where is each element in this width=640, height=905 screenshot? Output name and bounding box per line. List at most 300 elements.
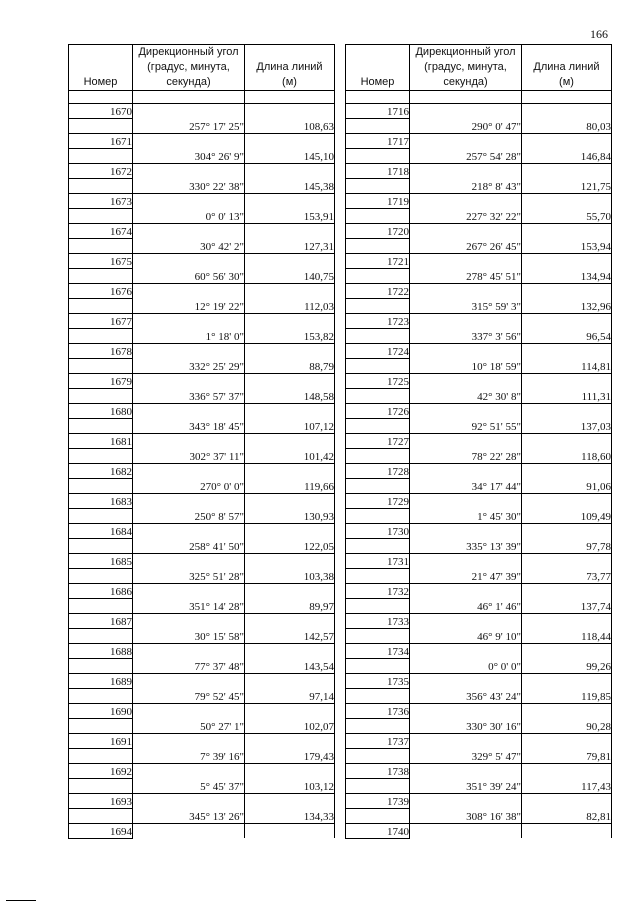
number-spacer [69, 388, 133, 403]
angle-blank [133, 193, 245, 208]
length-blank [245, 613, 335, 628]
point-number: 1685 [69, 553, 133, 568]
line-length: 132,96 [522, 298, 612, 313]
angle-blank [410, 673, 522, 688]
direction-angle: 329° 5' 47" [410, 748, 522, 763]
angle-blank [410, 223, 522, 238]
length-blank [245, 433, 335, 448]
point-number: 1671 [69, 133, 133, 148]
segment-row [69, 748, 335, 763]
length-blank [245, 703, 335, 718]
spacer-cell [69, 90, 133, 103]
length-blank [245, 163, 335, 178]
direction-angle: 227° 32' 22" [410, 208, 522, 223]
segment-row [346, 808, 612, 823]
length-blank [245, 103, 335, 118]
direction-angle: 12° 19' 22" [133, 298, 245, 313]
segment-row [346, 718, 612, 733]
line-length: 108,63 [245, 118, 335, 133]
length-blank [245, 673, 335, 688]
number-spacer [69, 328, 133, 343]
angle-blank [410, 283, 522, 298]
length-blank [245, 733, 335, 748]
number-spacer [346, 448, 410, 463]
line-length: 96,54 [522, 328, 612, 343]
angle-blank [133, 313, 245, 328]
number-spacer [69, 808, 133, 823]
number-spacer [69, 478, 133, 493]
header-length [245, 45, 335, 91]
direction-angle: 30° 15' 58" [133, 628, 245, 643]
point-number: 1716 [346, 103, 410, 118]
direction-angle: 315° 59' 3" [410, 298, 522, 313]
segment-row [346, 448, 612, 463]
direction-angle: 46° 1' 46" [410, 598, 522, 613]
number-spacer [69, 568, 133, 583]
point-row [69, 463, 335, 478]
segment-row [346, 538, 612, 553]
line-length: 143,54 [245, 658, 335, 673]
segment-row [69, 298, 335, 313]
angle-blank [410, 343, 522, 358]
length-blank [522, 253, 612, 268]
angle-blank [410, 133, 522, 148]
angle-blank [410, 793, 522, 808]
point-number: 1679 [69, 373, 133, 388]
number-spacer [346, 298, 410, 313]
point-number: 1691 [69, 733, 133, 748]
length-blank [522, 193, 612, 208]
footer-rule [6, 900, 36, 901]
number-spacer [346, 178, 410, 193]
coordinates-table-right [345, 44, 612, 839]
point-row [346, 223, 612, 238]
point-number: 1725 [346, 373, 410, 388]
number-spacer [69, 268, 133, 283]
length-blank [245, 193, 335, 208]
number-spacer [69, 178, 133, 193]
point-number: 1688 [69, 643, 133, 658]
angle-blank [133, 763, 245, 778]
direction-angle: 0° 0' 0" [410, 658, 522, 673]
point-number: 1677 [69, 313, 133, 328]
direction-angle: 267° 26' 45" [410, 238, 522, 253]
point-number: 1694 [69, 823, 133, 838]
number-spacer [69, 598, 133, 613]
direction-angle: 250° 8' 57" [133, 508, 245, 523]
line-length: 80,03 [522, 118, 612, 133]
segment-row [346, 658, 612, 673]
length-blank [245, 763, 335, 778]
point-row [69, 643, 335, 658]
point-row [69, 343, 335, 358]
line-length: 111,31 [522, 388, 612, 403]
number-spacer [69, 148, 133, 163]
length-blank [522, 133, 612, 148]
segment-row [69, 778, 335, 793]
segment-row [346, 628, 612, 643]
angle-blank [410, 463, 522, 478]
point-row [69, 373, 335, 388]
point-row [69, 523, 335, 538]
segment-row [346, 778, 612, 793]
angle-blank [410, 613, 522, 628]
number-spacer [69, 418, 133, 433]
point-number: 1681 [69, 433, 133, 448]
number-spacer [346, 778, 410, 793]
line-length: 146,84 [522, 148, 612, 163]
length-blank [522, 433, 612, 448]
point-row [69, 583, 335, 598]
point-row [346, 493, 612, 508]
segment-row [346, 268, 612, 283]
header-angle [410, 45, 522, 91]
point-number: 1722 [346, 283, 410, 298]
point-row [69, 253, 335, 268]
point-number: 1739 [346, 793, 410, 808]
spacer-cell [133, 90, 245, 103]
line-length: 89,97 [245, 598, 335, 613]
segment-row [346, 478, 612, 493]
angle-blank [133, 523, 245, 538]
spacer-cell [522, 90, 612, 103]
direction-angle: 1° 45' 30" [410, 508, 522, 523]
header-number: Номер [346, 45, 410, 91]
direction-angle: 351° 39' 24" [410, 778, 522, 793]
spacer-cell [410, 90, 522, 103]
point-number: 1724 [346, 343, 410, 358]
number-spacer [346, 418, 410, 433]
line-length: 179,43 [245, 748, 335, 763]
angle-blank [410, 373, 522, 388]
point-number: 1740 [346, 823, 410, 838]
spacer-cell [245, 90, 335, 103]
point-row [69, 433, 335, 448]
line-length: 73,77 [522, 568, 612, 583]
length-blank [522, 583, 612, 598]
segment-row [69, 388, 335, 403]
point-number: 1678 [69, 343, 133, 358]
length-blank [522, 553, 612, 568]
number-spacer [346, 538, 410, 553]
point-number: 1729 [346, 493, 410, 508]
line-length: 91,06 [522, 478, 612, 493]
point-row [69, 193, 335, 208]
header-length-units: (м) [282, 75, 297, 88]
segment-row [69, 238, 335, 253]
direction-angle: 325° 51' 28" [133, 568, 245, 583]
point-number: 1686 [69, 583, 133, 598]
direction-angle: 351° 14' 28" [133, 598, 245, 613]
point-number: 1673 [69, 193, 133, 208]
line-length: 118,44 [522, 628, 612, 643]
number-spacer [69, 358, 133, 373]
point-row [69, 403, 335, 418]
point-row [69, 133, 335, 148]
length-blank [245, 253, 335, 268]
angle-blank [410, 583, 522, 598]
point-row [346, 103, 612, 118]
length-blank [245, 523, 335, 538]
number-spacer [346, 208, 410, 223]
point-number: 1731 [346, 553, 410, 568]
angle-blank [410, 103, 522, 118]
angle-blank [133, 493, 245, 508]
angle-blank [410, 823, 522, 838]
length-blank [522, 313, 612, 328]
direction-angle: 278° 45' 51" [410, 268, 522, 283]
direction-angle: 46° 9' 10" [410, 628, 522, 643]
direction-angle: 336° 57' 37" [133, 388, 245, 403]
length-blank [522, 283, 612, 298]
point-row [346, 463, 612, 478]
length-blank [245, 313, 335, 328]
angle-blank [133, 733, 245, 748]
line-length: 103,12 [245, 778, 335, 793]
segment-row [346, 568, 612, 583]
number-spacer [346, 478, 410, 493]
angle-blank [133, 103, 245, 118]
point-row [69, 733, 335, 748]
point-row [69, 673, 335, 688]
number-spacer [69, 748, 133, 763]
angle-blank [133, 703, 245, 718]
point-row [346, 643, 612, 658]
point-row [346, 373, 612, 388]
page-number: 166 [590, 27, 608, 41]
point-number: 1693 [69, 793, 133, 808]
point-row [346, 193, 612, 208]
length-blank [522, 733, 612, 748]
number-spacer [346, 238, 410, 253]
point-row [346, 433, 612, 448]
header-number: Номер [69, 45, 133, 91]
length-blank [522, 703, 612, 718]
header-angle [133, 45, 245, 91]
angle-blank [410, 763, 522, 778]
spacer-row [346, 90, 612, 103]
length-blank [522, 403, 612, 418]
number-spacer [69, 688, 133, 703]
number-spacer [69, 448, 133, 463]
number-spacer [69, 538, 133, 553]
number-spacer [69, 238, 133, 253]
angle-blank [133, 823, 245, 838]
segment-row [69, 448, 335, 463]
point-number: 1719 [346, 193, 410, 208]
length-blank [522, 103, 612, 118]
segment-row [69, 628, 335, 643]
angle-blank [133, 253, 245, 268]
segment-row [346, 328, 612, 343]
number-spacer [346, 658, 410, 673]
point-number: 1683 [69, 493, 133, 508]
number-spacer [69, 208, 133, 223]
header-angle-title: Дирекционный угол [415, 46, 516, 58]
number-spacer [69, 298, 133, 313]
length-blank [522, 793, 612, 808]
angle-blank [410, 493, 522, 508]
number-spacer [346, 268, 410, 283]
line-length: 119,85 [522, 688, 612, 703]
length-blank [245, 223, 335, 238]
point-row [69, 163, 335, 178]
direction-angle: 7° 39' 16" [133, 748, 245, 763]
line-length: 153,91 [245, 208, 335, 223]
segment-row [346, 238, 612, 253]
length-blank [522, 823, 612, 838]
number-spacer [346, 358, 410, 373]
line-length: 140,75 [245, 268, 335, 283]
segment-row [346, 358, 612, 373]
line-length: 130,93 [245, 508, 335, 523]
length-blank [522, 763, 612, 778]
point-number: 1689 [69, 673, 133, 688]
direction-angle: 30° 42' 2" [133, 238, 245, 253]
line-length: 101,42 [245, 448, 335, 463]
angle-blank [410, 163, 522, 178]
angle-blank [133, 673, 245, 688]
number-spacer [346, 148, 410, 163]
point-row [346, 793, 612, 808]
point-number: 1728 [346, 463, 410, 478]
point-row [346, 673, 612, 688]
segment-row [69, 148, 335, 163]
point-number: 1674 [69, 223, 133, 238]
angle-blank [410, 253, 522, 268]
segment-row [346, 208, 612, 223]
length-blank [522, 643, 612, 658]
point-row [346, 823, 612, 838]
point-number: 1721 [346, 253, 410, 268]
segment-row [69, 358, 335, 373]
point-row [346, 553, 612, 568]
line-length: 97,14 [245, 688, 335, 703]
angle-blank [133, 403, 245, 418]
point-row [346, 163, 612, 178]
direction-angle: 270° 0' 0" [133, 478, 245, 493]
length-blank [245, 643, 335, 658]
angle-blank [410, 403, 522, 418]
segment-row [346, 418, 612, 433]
segment-row [69, 538, 335, 553]
segment-row [346, 118, 612, 133]
segment-row [69, 598, 335, 613]
point-row [346, 313, 612, 328]
line-length: 145,38 [245, 178, 335, 193]
direction-angle: 258° 41' 50" [133, 538, 245, 553]
segment-row [346, 178, 612, 193]
length-blank [522, 463, 612, 478]
angle-blank [410, 703, 522, 718]
segment-row [69, 208, 335, 223]
angle-blank [133, 553, 245, 568]
angle-blank [133, 283, 245, 298]
point-row [346, 763, 612, 778]
line-length: 79,81 [522, 748, 612, 763]
segment-row [346, 148, 612, 163]
point-number: 1672 [69, 163, 133, 178]
point-number: 1735 [346, 673, 410, 688]
direction-angle: 335° 13' 39" [410, 538, 522, 553]
segment-row [69, 328, 335, 343]
direction-angle: 304° 26' 9" [133, 148, 245, 163]
segment-row [69, 268, 335, 283]
segment-row [69, 418, 335, 433]
line-length: 102,07 [245, 718, 335, 733]
angle-blank [410, 193, 522, 208]
point-row [69, 553, 335, 568]
header-length [522, 45, 612, 91]
number-spacer [346, 388, 410, 403]
segment-row [346, 748, 612, 763]
length-blank [522, 343, 612, 358]
header-angle-title: Дирекционный угол [138, 46, 239, 58]
angle-blank [133, 613, 245, 628]
point-row [346, 343, 612, 358]
point-number: 1676 [69, 283, 133, 298]
direction-angle: 332° 25' 29" [133, 358, 245, 373]
angle-blank [133, 643, 245, 658]
point-number: 1732 [346, 583, 410, 598]
point-row [69, 493, 335, 508]
line-length: 121,75 [522, 178, 612, 193]
point-row [346, 613, 612, 628]
line-length: 134,94 [522, 268, 612, 283]
number-spacer [69, 718, 133, 733]
angle-blank [410, 523, 522, 538]
line-length: 122,05 [245, 538, 335, 553]
point-number: 1690 [69, 703, 133, 718]
angle-blank [133, 793, 245, 808]
segment-row [69, 178, 335, 193]
segment-row [69, 478, 335, 493]
segment-row [69, 118, 335, 133]
angle-blank [133, 373, 245, 388]
length-blank [245, 283, 335, 298]
point-row [346, 733, 612, 748]
direction-angle: 345° 13' 26" [133, 808, 245, 823]
length-blank [522, 523, 612, 538]
point-number: 1726 [346, 403, 410, 418]
segment-row [346, 508, 612, 523]
segment-row [69, 658, 335, 673]
number-spacer [346, 628, 410, 643]
line-length: 112,03 [245, 298, 335, 313]
number-spacer [69, 778, 133, 793]
number-spacer [346, 328, 410, 343]
point-number: 1736 [346, 703, 410, 718]
point-number: 1687 [69, 613, 133, 628]
direction-angle: 356° 43' 24" [410, 688, 522, 703]
length-blank [522, 673, 612, 688]
point-number: 1682 [69, 463, 133, 478]
length-blank [522, 493, 612, 508]
line-length: 90,28 [522, 718, 612, 733]
line-length: 127,31 [245, 238, 335, 253]
direction-angle: 5° 45' 37" [133, 778, 245, 793]
point-row [69, 703, 335, 718]
direction-angle: 10° 18' 59" [410, 358, 522, 373]
angle-blank [133, 133, 245, 148]
point-row [346, 583, 612, 598]
direction-angle: 60° 56' 30" [133, 268, 245, 283]
point-number: 1730 [346, 523, 410, 538]
line-length: 118,60 [522, 448, 612, 463]
number-spacer [69, 628, 133, 643]
number-spacer [346, 568, 410, 583]
line-length: 88,79 [245, 358, 335, 373]
